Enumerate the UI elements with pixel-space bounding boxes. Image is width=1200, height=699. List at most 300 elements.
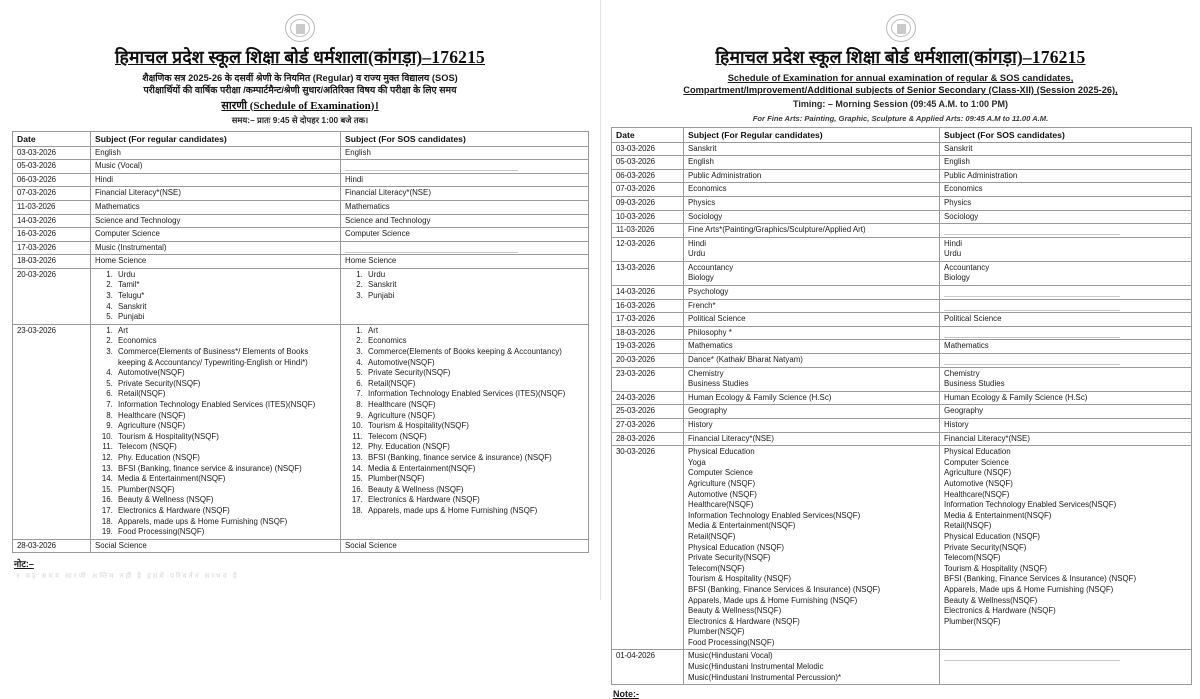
cell-sos-subjects	[940, 169, 1192, 183]
subject-item: Telecom(NSQF)	[688, 563, 745, 573]
column-header-sos: Subject (For SOS candidates)	[940, 127, 1192, 142]
subject-item: Human Ecology & Family Science (H.Sc)	[944, 392, 1088, 402]
table-row	[612, 156, 1192, 170]
subject-item: 18. Apparels, made ups & Home Furnishing (NSQF)	[115, 517, 337, 528]
cell-regular-subjects	[684, 419, 940, 433]
subject-item: Retail(NSQF)	[944, 521, 992, 531]
table-row	[612, 169, 1192, 183]
subject-item: 4. Automotive(NSQF)	[365, 358, 585, 369]
cell-regular-subjects	[91, 539, 341, 553]
subject-item: Mathematics	[944, 341, 989, 351]
subject-list	[345, 270, 585, 302]
subject-list	[944, 406, 1188, 417]
cell-regular-subjects	[684, 354, 940, 368]
cell-sos-subjects	[940, 224, 1192, 238]
subject-item: Music (Vocal)	[95, 161, 143, 171]
subject-item: Human Ecology & Family Science (H.Sc)	[688, 392, 832, 402]
subject-item: Public Administration	[688, 170, 762, 180]
cell-regular-subjects	[91, 268, 341, 324]
subject-item: Financial Literacy*(NSE)	[944, 433, 1030, 443]
subject-item: 19. Food Processing(NSQF)	[115, 527, 337, 538]
subject-item: Apparels, Made ups & Home Furnishing (NSQF)	[688, 595, 858, 605]
subject-item: Telecom(NSQF)	[944, 553, 1001, 563]
empty-cell-rule	[944, 331, 1120, 338]
subject-item: 8. Healthcare (NSQF)	[115, 411, 337, 422]
subject-item: 5. Private Security(NSQF)	[115, 379, 337, 390]
subject-item: Mathematics	[688, 341, 733, 351]
table-row	[13, 255, 589, 269]
cell-sos-subjects	[341, 187, 589, 201]
subject-item: 11. Telecom (NSQF)	[115, 442, 337, 453]
cell-regular-subjects	[91, 255, 341, 269]
table-row	[612, 326, 1192, 340]
subject-item: Computer Science	[944, 457, 1009, 467]
cell-regular-subjects	[684, 446, 940, 650]
cell-date: 07-03-2026	[13, 187, 91, 201]
table-row	[13, 268, 589, 324]
cell-date: 23-03-2026	[612, 367, 684, 391]
subject-list	[688, 198, 936, 209]
subject-item: Economics	[688, 184, 727, 194]
subject-list	[95, 148, 337, 159]
cell-sos-subjects	[341, 268, 589, 324]
subject-item: 12. Phy. Education (NSQF)	[365, 442, 585, 453]
subject-item: Physical Education (NSQF)	[944, 531, 1041, 541]
cell-date: 24-03-2026	[612, 391, 684, 405]
subject-item: Fine Arts*(Painting/Graphics/Sculpture/Applied Art)	[688, 225, 866, 235]
empty-cell-rule	[345, 164, 518, 171]
subject-list	[345, 202, 585, 213]
subject-list	[95, 229, 337, 240]
subject-item: Media & Entertainment(NSQF)	[944, 510, 1052, 520]
table-row	[612, 237, 1192, 261]
cell-date: 05-03-2026	[13, 160, 91, 174]
subject-item: 7. Information Technology Enabled Services (ITES)(NSQF)	[115, 400, 337, 411]
cell-sos-subjects	[940, 196, 1192, 210]
note-body-left: १ यह समय सारणी अन्तिम नहीं है इसमें परिवर्तन सम्भव है	[16, 573, 239, 581]
table-row	[13, 160, 589, 174]
subject-item: Political Science	[688, 314, 746, 324]
fine-arts-timing-note: For Fine Arts: Painting, Graphic, Sculpture & Applied Arts: 09:45 A.M to 11.00 A.M.	[752, 113, 1049, 123]
cell-sos-subjects	[940, 340, 1192, 354]
subject-item: Science and Technology	[345, 215, 431, 225]
subject-item: Physical Education	[688, 447, 755, 457]
page-class-x	[0, 0, 600, 600]
cell-date: 18-03-2026	[612, 326, 684, 340]
subject-item: 3. Telugu*	[115, 291, 337, 302]
subject-item: Tourism & Hospitality (NSQF)	[944, 563, 1048, 573]
table-row	[13, 187, 589, 201]
cell-sos-subjects	[940, 142, 1192, 156]
table-row	[612, 261, 1192, 285]
subject-item: Music(Hindustani Instrumental Melodic	[688, 662, 824, 672]
cell-date: 03-03-2026	[13, 146, 91, 160]
page-title-right: हिमाचल प्रदेश स्कूल शिक्षा बोर्ड धर्मशाला(कांगड़ा)–176215	[715, 47, 1086, 67]
subject-list	[95, 243, 337, 254]
subject-item: Healthcare(NSQF)	[944, 489, 1010, 499]
cell-sos-subjects	[940, 261, 1192, 285]
cell-sos-subjects	[341, 228, 589, 242]
cell-regular-subjects	[91, 324, 341, 539]
subject-list	[688, 420, 936, 431]
subject-list	[95, 541, 337, 552]
table-row	[612, 354, 1192, 368]
cell-date: 27-03-2026	[612, 419, 684, 433]
cell-sos-subjects	[940, 326, 1192, 340]
cell-date: 14-03-2026	[612, 286, 684, 300]
subject-item: Philosophy *	[688, 327, 732, 337]
subject-item: Financial Literacy*(NSE)	[688, 433, 774, 443]
subject-list	[95, 216, 337, 227]
table-header-row	[612, 127, 1192, 142]
subject-item: 15. Plumber(NSQF)	[115, 485, 337, 496]
cell-regular-subjects	[91, 146, 341, 160]
subject-item: Sociology	[688, 211, 723, 221]
cell-regular-subjects	[684, 313, 940, 327]
subject-item: Financial Literacy*(NSE)	[95, 188, 181, 198]
subject-list	[688, 406, 936, 417]
subject-list	[944, 212, 1188, 223]
table-header-row	[13, 131, 589, 146]
cell-date: 03-03-2026	[612, 142, 684, 156]
subject-item: Mathematics	[345, 201, 390, 211]
emblem-container-right	[611, 14, 1190, 44]
cell-date: 18-03-2026	[13, 255, 91, 269]
subject-list	[944, 420, 1188, 431]
empty-cell-rule	[944, 290, 1120, 297]
subject-list	[688, 314, 936, 325]
table-row	[612, 299, 1192, 313]
subject-item: Plumber(NSQF)	[944, 616, 1001, 626]
cell-date: 16-03-2026	[612, 299, 684, 313]
cell-sos-subjects	[341, 214, 589, 228]
subject-item: BFSI (Banking, Finance Services & Insurance) (NSQF)	[944, 574, 1137, 584]
cell-sos-subjects	[940, 286, 1192, 300]
cell-date: 28-03-2026	[612, 432, 684, 446]
table-row	[612, 340, 1192, 354]
table-row	[612, 367, 1192, 391]
subject-item: Agriculture (NSQF)	[944, 468, 1012, 478]
cell-date: 10-03-2026	[612, 210, 684, 224]
subject-item: Public Administration	[944, 170, 1018, 180]
subject-item: Plumber(NSQF)	[688, 627, 745, 637]
cell-regular-subjects	[684, 183, 940, 197]
cell-regular-subjects	[91, 228, 341, 242]
subject-item: Apparels, Made ups & Home Furnishing (NSQF)	[944, 584, 1114, 594]
cell-regular-subjects	[684, 224, 940, 238]
subject-list	[688, 434, 936, 445]
subject-item: 17. Electronics & Hardware (NSQF)	[115, 506, 337, 517]
subject-item: 9. Agriculture (NSQF)	[115, 421, 337, 432]
cell-sos-subjects	[940, 237, 1192, 261]
table-row	[612, 432, 1192, 446]
table-row	[612, 196, 1192, 210]
cell-date: 25-03-2026	[612, 405, 684, 419]
subject-list	[944, 171, 1188, 182]
subject-item: Dance* (Kathak/ Bharat Natyam)	[688, 355, 803, 365]
subject-item: Economics	[944, 184, 983, 194]
subject-list	[345, 326, 585, 517]
subject-item: 6. Retail(NSQF)	[365, 379, 585, 390]
subject-list	[688, 263, 936, 284]
cell-sos-subjects	[940, 156, 1192, 170]
subject-list	[944, 314, 1188, 325]
cell-sos-subjects	[940, 419, 1192, 433]
subject-item: Music (Instrumental)	[95, 242, 167, 252]
cell-sos-subjects	[940, 391, 1192, 405]
page-subtitle-right-line2: Compartment/Improvement/Additional subjects of Senior Secondary (Class-XII) (Session 2025-26),	[683, 85, 1118, 96]
subject-list	[688, 447, 936, 648]
subject-list	[688, 144, 936, 155]
subject-item: 15. Plumber(NSQF)	[365, 474, 585, 485]
subject-list	[345, 541, 585, 552]
subject-item: 18. Apparels, made ups & Home Furnishing (NSQF)	[365, 506, 585, 517]
subject-item: 14. Media & Entertainment(NSQF)	[365, 464, 585, 475]
subject-item: Private Security(NSQF)	[944, 542, 1027, 552]
subject-list	[688, 287, 936, 298]
subject-item: Electronics & Hardware (NSQF)	[944, 606, 1056, 616]
subject-item: Geography	[944, 406, 984, 416]
cell-sos-subjects	[940, 446, 1192, 650]
cell-regular-subjects	[684, 196, 940, 210]
subject-list	[688, 341, 936, 352]
cell-regular-subjects	[684, 142, 940, 156]
subject-item: Music(Hindustani Vocal)	[688, 651, 773, 661]
cell-regular-subjects	[91, 200, 341, 214]
table-row	[612, 391, 1192, 405]
subject-item: 12. Phy. Education (NSQF)	[115, 453, 337, 464]
cell-date: 14-03-2026	[13, 214, 91, 228]
cell-date: 23-03-2026	[13, 324, 91, 539]
subject-item: Sanskrit	[944, 143, 973, 153]
subject-item: 1. Urdu	[115, 270, 337, 281]
empty-cell-rule	[944, 358, 1120, 365]
subject-list	[688, 212, 936, 223]
cell-date: 16-03-2026	[13, 228, 91, 242]
cell-sos-subjects	[940, 650, 1192, 685]
subject-item: Chemistry	[688, 368, 724, 378]
subject-item: Social Science	[345, 540, 397, 550]
cell-regular-subjects	[684, 286, 940, 300]
subject-item: 10. Tourism & Hospitality(NSQF)	[365, 421, 585, 432]
subject-list	[688, 157, 936, 168]
subject-item: Yoga	[688, 457, 706, 467]
cell-regular-subjects	[684, 210, 940, 224]
subject-item: Home Science	[95, 256, 147, 266]
subject-item: French*	[688, 300, 716, 310]
empty-cell-rule	[345, 246, 518, 253]
subject-item: 5. Punjabi	[115, 312, 337, 323]
cell-sos-subjects	[341, 160, 589, 174]
schedule-table-class-xii	[611, 127, 1192, 686]
cell-date: 05-03-2026	[612, 156, 684, 170]
cell-regular-subjects	[91, 214, 341, 228]
subject-list	[95, 202, 337, 213]
cell-date: 11-03-2026	[13, 200, 91, 214]
cell-date: 06-03-2026	[612, 169, 684, 183]
empty-cell-rule	[944, 228, 1120, 235]
cell-sos-subjects	[341, 324, 589, 539]
cell-regular-subjects	[91, 173, 341, 187]
subject-item: 7. Information Technology Enabled Services (ITES)(NSQF)	[365, 389, 585, 400]
cell-date: 09-03-2026	[612, 196, 684, 210]
subject-item: 11. Telecom (NSQF)	[365, 432, 585, 443]
cell-date: 13-03-2026	[612, 261, 684, 285]
subject-item: Chemistry	[944, 368, 980, 378]
subject-list	[944, 341, 1188, 352]
subject-list	[345, 148, 585, 159]
subject-item: History	[688, 420, 713, 429]
subject-item: 3. Commerce(Elements of Business*/ Elements of Books keeping & Accountancy/ Typewriting-English or Hindi*)	[115, 347, 337, 368]
cell-regular-subjects	[684, 650, 940, 685]
subject-item: Food Processing(NSQF)	[688, 637, 775, 647]
subject-item: Information Technology Enabled Services(NSQF)	[944, 500, 1117, 510]
table-row	[612, 183, 1192, 197]
table-row	[612, 650, 1192, 685]
cell-sos-subjects	[940, 183, 1192, 197]
subject-item: Political Science	[944, 314, 1002, 324]
subject-list	[688, 355, 936, 366]
subject-item: 4. Automotive(NSQF)	[115, 368, 337, 379]
subject-item: Agriculture (NSQF)	[688, 478, 756, 488]
subject-item: 4. Sanskrit	[115, 302, 337, 313]
subject-item: Science and Technology	[95, 215, 181, 225]
timing-right: Timing: – Morning Session (09:45 A.M. to 1:00 PM)	[792, 98, 1009, 109]
cell-date: 19-03-2026	[612, 340, 684, 354]
subject-item: Hindi	[345, 174, 363, 184]
subject-item: Information Technology Enabled Services(NSQF)	[688, 510, 861, 520]
subject-item: Psychology	[688, 287, 729, 297]
table-row	[612, 313, 1192, 327]
subject-item: Physical Education	[944, 447, 1011, 457]
cell-date: 30-03-2026	[612, 446, 684, 650]
subject-item: Business Studies	[688, 379, 749, 389]
subject-list	[688, 393, 936, 404]
subject-list	[944, 393, 1188, 404]
subject-item: Social Science	[95, 540, 147, 550]
subject-item: 3. Punjabi	[365, 291, 585, 302]
subject-item: Physical Education (NSQF)	[688, 542, 785, 552]
page-subtitle-left-line1: शैक्षणिक सत्र 2025-26 के दसवीं श्रेणी के नियमित (Regular) व राज्य मुक्त विद्यालय (SOS)	[142, 73, 458, 83]
cell-sos-subjects	[341, 539, 589, 553]
cell-regular-subjects	[684, 340, 940, 354]
table-row	[13, 146, 589, 160]
subject-item: 2. Economics	[365, 336, 585, 347]
cell-sos-subjects	[940, 367, 1192, 391]
subject-list	[345, 188, 585, 199]
table-row	[13, 539, 589, 553]
cell-regular-subjects	[684, 367, 940, 391]
column-header-date: Date	[612, 127, 684, 142]
subject-item: Automotive (NSQF)	[944, 478, 1013, 488]
subject-item: Media & Entertainment(NSQF)	[688, 521, 796, 531]
table-row	[612, 210, 1192, 224]
cell-regular-subjects	[91, 241, 341, 255]
subject-list	[688, 301, 936, 312]
cell-sos-subjects	[341, 255, 589, 269]
subject-item: 6. Retail(NSQF)	[115, 389, 337, 400]
subject-list	[688, 651, 936, 683]
subject-item: 13. BFSI (Banking, finance service & insurance) (NSQF)	[115, 464, 337, 475]
cell-sos-subjects	[341, 146, 589, 160]
subject-item: Retail(NSQF)	[688, 531, 736, 541]
subject-item: Music(Hindustani Instrumental Percussion)*	[688, 672, 842, 682]
subject-item: 16. Beauty & Wellness (NSQF)	[365, 485, 585, 496]
subject-list	[944, 184, 1188, 195]
subject-list	[688, 328, 936, 339]
cell-sos-subjects	[940, 313, 1192, 327]
cell-date: 20-03-2026	[612, 354, 684, 368]
subject-item: English	[688, 157, 714, 167]
subject-item: Geography	[688, 406, 728, 416]
cell-regular-subjects	[684, 432, 940, 446]
subject-item: Hindi	[688, 238, 706, 248]
subject-item: Sociology	[944, 211, 979, 221]
subject-item: Biology	[688, 273, 714, 283]
subject-item: Hindi	[95, 174, 113, 184]
subject-list	[944, 198, 1188, 209]
cell-regular-subjects	[684, 405, 940, 419]
note-label-left: नोट:–	[14, 559, 34, 570]
table-row	[13, 214, 589, 228]
hpbose-emblem-icon	[886, 14, 916, 42]
subject-item: English	[944, 157, 970, 167]
subject-item: English	[345, 147, 371, 157]
table-row	[612, 419, 1192, 433]
subject-item: Electronics & Hardware (NSQF)	[688, 616, 800, 626]
cell-sos-subjects	[940, 354, 1192, 368]
table-row	[612, 286, 1192, 300]
page-class-xii	[600, 0, 1200, 699]
subject-item: English	[95, 147, 121, 157]
subject-list	[95, 175, 337, 186]
subject-item: Computer Science	[95, 229, 160, 239]
table-row	[13, 241, 589, 255]
subject-list	[688, 171, 936, 182]
subject-item: 10. Tourism & Hospitality(NSQF)	[115, 432, 337, 443]
subject-item: 5. Private Security(NSQF)	[365, 368, 585, 379]
table-row	[13, 324, 589, 539]
cell-regular-subjects	[684, 261, 940, 285]
cell-date: 17-03-2026	[13, 241, 91, 255]
schedule-heading-left: सारणी (Schedule of Examination)।	[221, 99, 379, 112]
subject-item: 14. Media & Entertainment(NSQF)	[115, 474, 337, 485]
subject-item: 9. Agriculture (NSQF)	[365, 411, 585, 422]
subject-item: Accountancy	[944, 262, 990, 272]
column-header-regular: Subject (For regular candidates)	[91, 131, 341, 146]
cell-regular-subjects	[684, 156, 940, 170]
column-header-regular: Subject (For Regular candidates)	[684, 127, 940, 142]
subject-item: 8. Healthcare (NSQF)	[365, 400, 585, 411]
subject-item: 3. Commerce(Elements of Books keeping & Accountancy)	[365, 347, 585, 358]
subject-list	[944, 239, 1188, 260]
cell-date: 28-03-2026	[13, 539, 91, 553]
subject-list	[688, 369, 936, 390]
empty-cell-rule	[944, 654, 1120, 661]
subject-item: Urdu	[944, 249, 962, 259]
page-subtitle-left-line2: परीक्षार्थियों की वार्षिक परीक्षा /कम्पार्टमैन्ट/श्रेणी सुधार/अतिरिक्त विषय की परीक्षा के लिए समय	[143, 85, 457, 96]
table-row	[612, 142, 1192, 156]
subject-item: Hindi	[944, 238, 962, 248]
cell-date: 06-03-2026	[13, 173, 91, 187]
subject-list	[688, 184, 936, 195]
subject-item: 2. Sanskrit	[365, 280, 585, 291]
subject-list	[345, 175, 585, 186]
table-row	[13, 200, 589, 214]
cell-regular-subjects	[684, 237, 940, 261]
cell-regular-subjects	[684, 326, 940, 340]
table-row	[612, 224, 1192, 238]
